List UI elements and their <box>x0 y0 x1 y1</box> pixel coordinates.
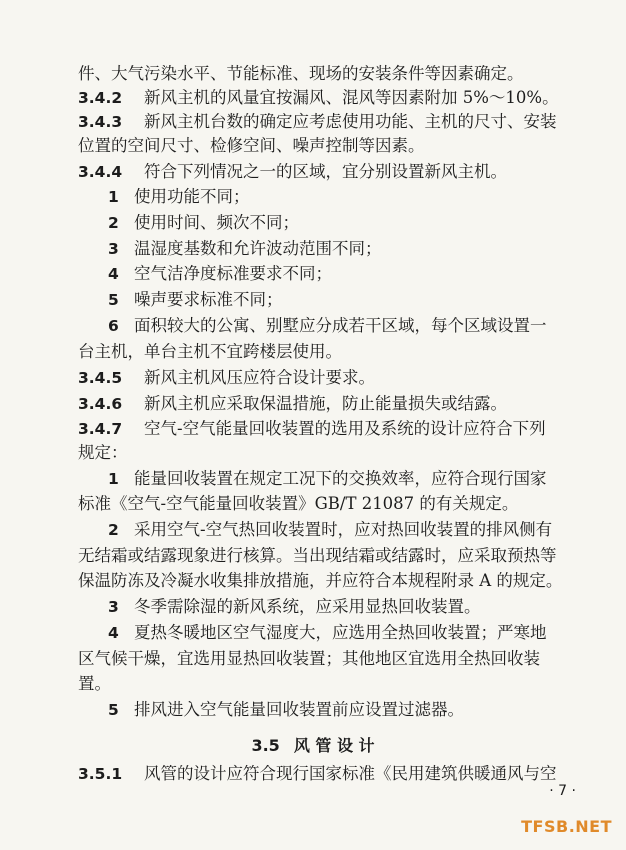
clause-line <box>78 762 590 786</box>
list-item-number: 1 <box>108 188 119 206</box>
continuation-line <box>78 492 590 516</box>
clause-line <box>78 110 590 134</box>
line-text: 使用时间、频次不同； <box>134 213 299 232</box>
list-item-number: 5 <box>108 701 119 719</box>
list-item-number: 2 <box>108 214 119 232</box>
line-text: 新风主机应采取保温措施，防止能量损失或结露。 <box>144 394 507 413</box>
line-text: 排风进入空气能量回收装置前应设置过滤器。 <box>134 700 464 719</box>
list-item-number: 5 <box>108 291 119 309</box>
line-text: 采用空气-空气热回收装置时，应对热回收装置的排风侧有 <box>134 520 553 539</box>
line-text: 风管的设计应符合现行国家标准《民用建筑供暖通风与空 <box>144 764 557 783</box>
line-text: 噪声要求标准不同； <box>134 290 283 309</box>
line-text: 能量回收装置在规定工况下的交换效率，应符合现行国家 <box>134 469 547 488</box>
line-text: 规定： <box>78 443 128 462</box>
list-item-line <box>78 262 590 286</box>
line-text: 区气候干燥，宜选用显热回收装置；其他地区宜选用全热回收装 <box>78 649 540 668</box>
line-text: 位置的空间尺寸、检修空间、噪声控制等因素。 <box>78 136 425 155</box>
clause-line <box>78 392 590 416</box>
clause-number: 3.4.6 <box>78 395 123 413</box>
list-item-number: 4 <box>108 265 119 283</box>
line-text: 夏热冬暖地区空气湿度大，应选用全热回收装置；严寒地 <box>134 623 547 642</box>
list-item-line <box>78 211 590 235</box>
list-item-line <box>78 518 590 542</box>
list-item-line <box>78 467 590 491</box>
continuation-line <box>78 134 590 158</box>
list-item-number: 4 <box>108 624 119 642</box>
clause-line <box>78 86 590 110</box>
section-heading-title: 风 管 设 计 <box>293 736 375 755</box>
clause-line <box>78 417 590 441</box>
list-item-number: 6 <box>108 317 119 335</box>
continuation-line <box>78 340 590 364</box>
clause-number: 3.4.2 <box>78 89 123 107</box>
line-text: 空气洁净度标准要求不同； <box>134 264 332 283</box>
section-heading-number: 3.5 <box>251 736 280 755</box>
list-item-number: 2 <box>108 521 119 539</box>
continuation-line <box>78 544 590 568</box>
line-text: 新风主机台数的确定应考虑使用功能、主机的尺寸、安装 <box>144 112 557 131</box>
list-item-line <box>78 237 590 261</box>
line-text: 冬季需除湿的新风系统，应采用显热回收装置。 <box>134 597 481 616</box>
clause-number: 3.4.7 <box>78 420 123 438</box>
list-item-line <box>78 314 590 338</box>
page-number: · 7 · <box>549 783 576 799</box>
clause-number: 3.4.3 <box>78 113 123 131</box>
line-text: 保温防冻及冷凝水收集排放措施，并应符合本规程附录 A 的规定。 <box>78 571 563 590</box>
clause-line <box>78 160 590 184</box>
continuation-line <box>78 647 590 671</box>
line-text: 空气-空气能量回收装置的选用及系统的设计应符合下列 <box>144 419 546 438</box>
line-text: 温湿度基数和允许波动范围不同； <box>134 239 382 258</box>
line-text: 面积较大的公寓、别墅应分成若干区域，每个区域设置一 <box>134 316 547 335</box>
line-text: 符合下列情况之一的区域，宜分别设置新风主机。 <box>144 162 507 181</box>
continuation-line <box>78 441 590 465</box>
line-text: 使用功能不同； <box>134 187 250 206</box>
section-heading <box>0 734 626 758</box>
list-item-line <box>78 698 590 722</box>
clause-number: 3.4.5 <box>78 369 123 387</box>
list-item-number: 3 <box>108 240 119 258</box>
list-item-line <box>78 621 590 645</box>
line-text: 件、大气污染水平、节能标准、现场的安装条件等因素确定。 <box>78 64 524 83</box>
line-text: 标准《空气-空气能量回收装置》GB/T 21087 的有关规定。 <box>78 494 519 513</box>
continuation-line <box>78 672 590 696</box>
clause-line <box>78 366 590 390</box>
list-item-number: 3 <box>108 598 119 616</box>
line-text: 无结霜或结露现象进行核算。当出现结霜或结露时，应采取预热等 <box>78 546 557 565</box>
clause-number: 3.5.1 <box>78 765 123 783</box>
list-item-line <box>78 185 590 209</box>
watermark-logo: TFSB.NET <box>521 817 612 836</box>
line-text: 置。 <box>78 674 111 693</box>
continuation-line <box>78 569 590 593</box>
list-item-number: 1 <box>108 470 119 488</box>
list-item-line <box>78 595 590 619</box>
continuation-line <box>78 62 590 86</box>
clause-number: 3.4.4 <box>78 163 123 181</box>
line-text: 新风主机的风量宜按漏风、混风等因素附加 5%～10%。 <box>144 88 559 107</box>
list-item-line <box>78 288 590 312</box>
line-text: 台主机，单台主机不宜跨楼层使用。 <box>78 342 342 361</box>
line-text: 新风主机风压应符合设计要求。 <box>144 368 375 387</box>
